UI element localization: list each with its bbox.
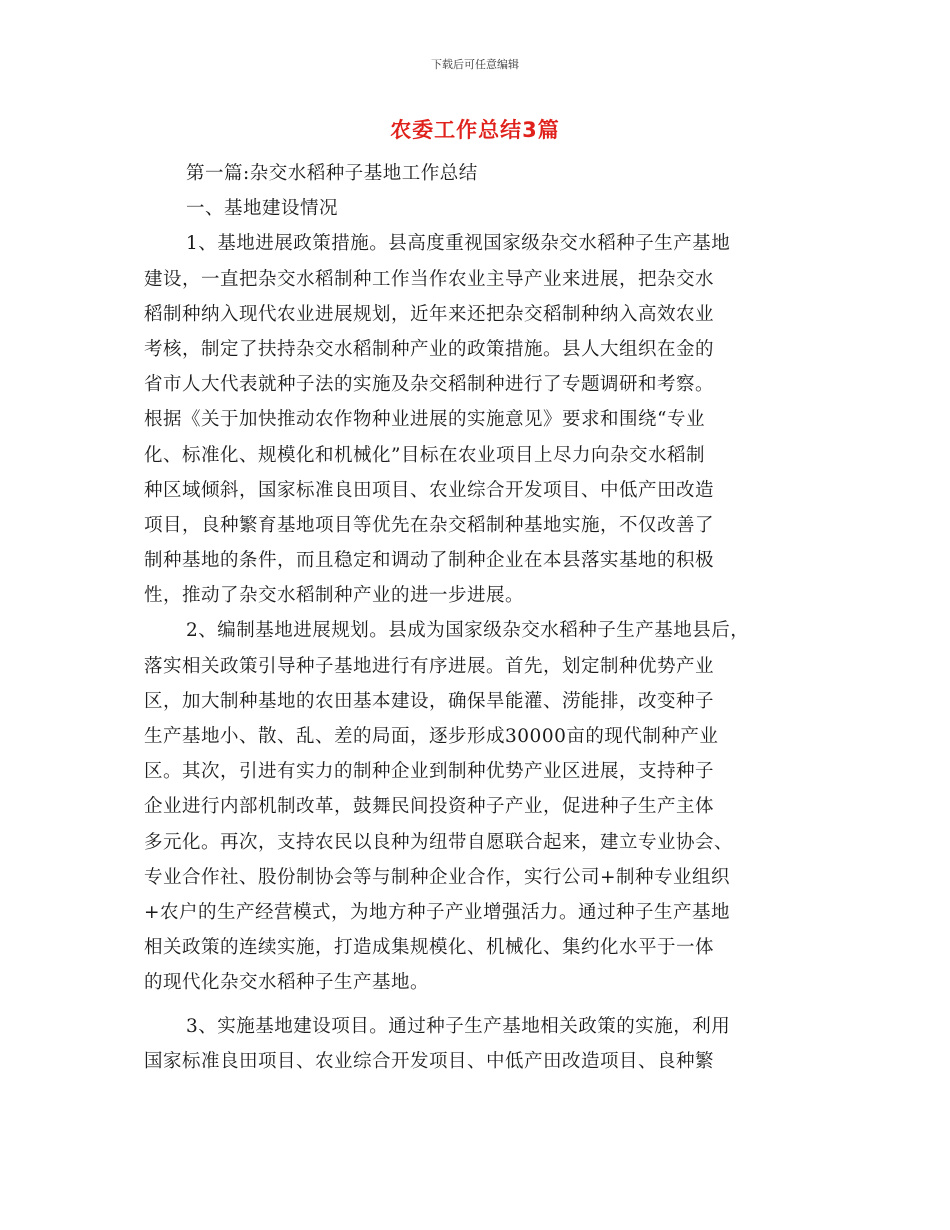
- paragraph-line: 制种基地的条件，而且稳定和调动了制种企业在本县落实基地的积极: [144, 550, 715, 572]
- section-title: 第一篇:杂交水稻种子基地工作总结: [186, 163, 478, 184]
- paragraph-2: [144, 613, 808, 1000]
- paragraph-line: 2、编制基地进展规划。县成为国家级杂交水稻种子生产基地县后，: [186, 620, 750, 642]
- paragraph-gap: [144, 1001, 808, 1009]
- paragraph-line: 化、标准化、规模化和机械化”目标在农业项目上尽力向杂交水稻制: [144, 444, 705, 466]
- paragraph-line: 区。其次，引进有实力的制种企业到制种优势产业区进展，支持种子: [144, 761, 715, 783]
- paragraph-1: [144, 226, 808, 613]
- paragraph-line: 生产基地小、散、乱、差的局面，逐步形成30000亩的现代制种产业: [144, 726, 719, 747]
- paragraph-line: 稻制种纳入现代农业进展规划，近年来还把杂交稻制种纳入高效农业: [144, 303, 715, 325]
- paragraph-line: 落实相关政策引导种子基地进行有序进展。首先，划定制种优势产业: [144, 655, 715, 677]
- paragraph-line: 国家标准良田项目、农业综合开发项目、中低产田改造项目、良种繁: [144, 1050, 715, 1072]
- paragraph-line: 项目，良种繁育基地项目等优先在杂交稻制种基地实施，不仅改善了: [144, 514, 715, 536]
- paragraph-line: 性，推动了杂交水稻制种产业的进一步进展。: [144, 585, 525, 607]
- paragraph-line: 区，加大制种基地的农田基本建设，确保旱能灌、涝能排，改变种子: [144, 690, 715, 712]
- sub-heading: 一、基地建设情况: [186, 198, 339, 220]
- paragraph-line: 的现代化杂交水稻种子生产基地。: [144, 972, 430, 994]
- paragraph-line: 根据《关于加快推动农作物种业进展的实施意见》要求和围绕“专业: [144, 409, 705, 431]
- paragraph-line: 省市人大代表就种子法的实施及杂交稻制种进行了专题调研和考察。: [144, 374, 715, 396]
- paragraph-line: 相关政策的连续实施，打造成集规模化、机械化、集约化水平于一体: [144, 937, 715, 959]
- paragraph-line: 考核，制定了扶持杂交水稻制种产业的政策措施。县人大组织在金的: [144, 338, 715, 360]
- paragraph-line: 建设，一直把杂交水稻制种工作当作农业主导产业来进展，把杂交水: [144, 268, 715, 290]
- paragraph-3: [144, 1009, 808, 1079]
- paragraph-line: 多元化。再次，支持农民以良种为纽带自愿联合起来，建立专业协会、: [144, 831, 734, 853]
- paragraph-line: 1、基地进展政策措施。县高度重视国家级杂交水稻种子生产基地: [186, 233, 731, 255]
- document-body: [144, 156, 808, 1079]
- paragraph-line: +农户的生产经营模式，为地方种子产业增强活力。通过种子生产基地: [144, 901, 731, 923]
- paragraph-line: 3、实施基地建设项目。通过种子生产基地相关政策的实施，利用: [186, 1015, 731, 1037]
- document-title: 农委工作总结3篇: [390, 118, 560, 142]
- page-header-note: 下载后可任意编辑: [431, 58, 519, 71]
- paragraph-line: 专业合作社、股份制协会等与制种企业合作，实行公司+制种专业组织: [144, 866, 731, 888]
- paragraph-line: 企业进行内部机制改革，鼓舞民间投资种子产业，促进种子生产主体: [144, 796, 715, 818]
- paragraph-line: 种区域倾斜，国家标准良田项目、农业综合开发项目、中低产田改造: [144, 479, 715, 501]
